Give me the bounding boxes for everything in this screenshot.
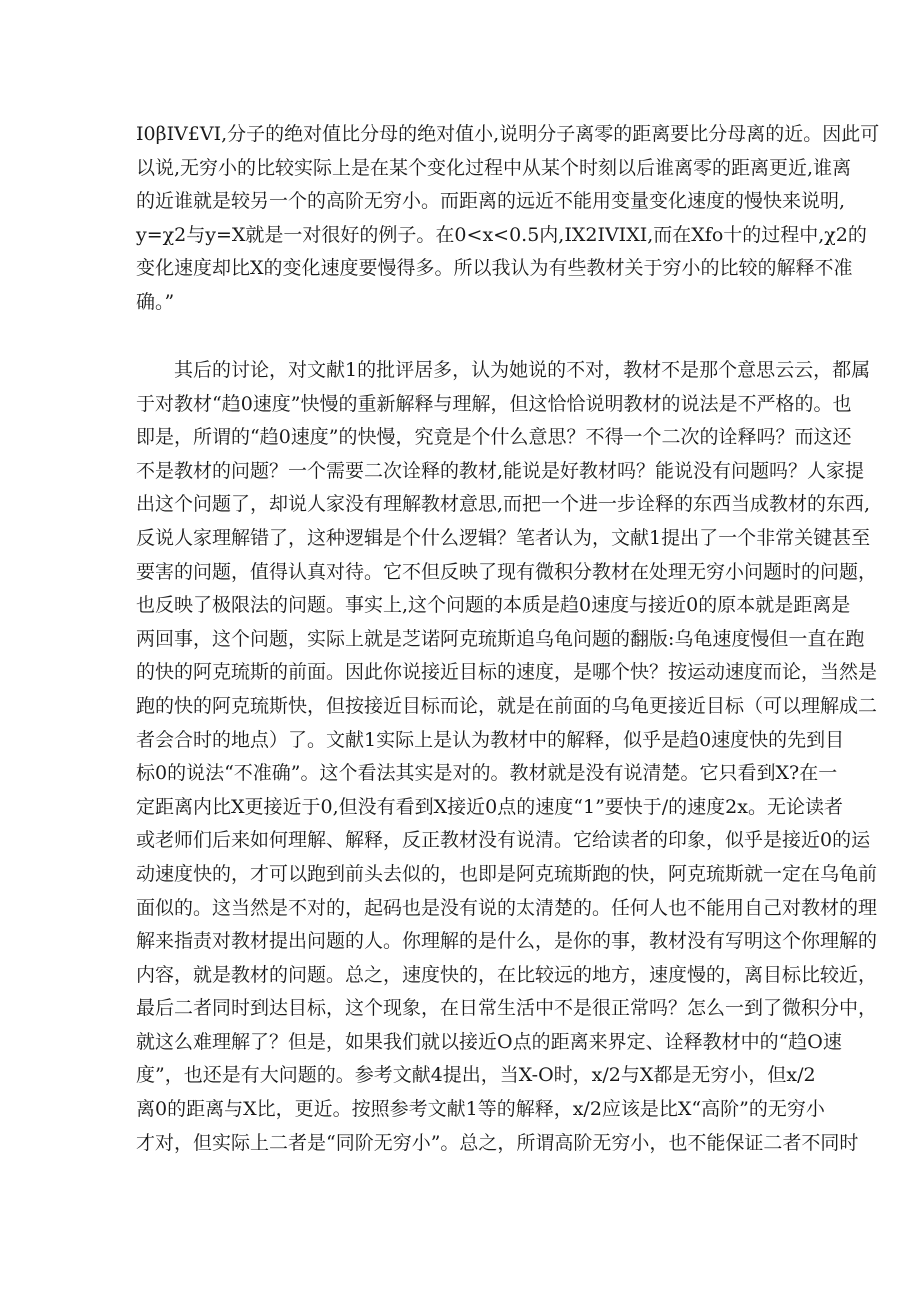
text-line: 定距离内比X更接近于0,但没有看到X接近0点的速度“1”要快于/的速度2x。无论读者	[136, 795, 843, 818]
text-line: 要害的问题，值得认真对待。它不但反映了现有微积分教材在处理无穷小问题时的问题，	[136, 560, 878, 583]
text-line: I0βIV£VI,分子的绝对值比分母的绝对值小,说明分子离零的距离要比分母离的近。因此可	[136, 123, 880, 145]
text-line: 解来指责对教材提出问题的人。你理解的是什么，是你的事，教材没有写明这个你理解的	[136, 930, 878, 953]
text-line: 不是教材的问题？一个需要二次诠释的教材,能说是好教材吗？能说没有问题吗？人家提	[136, 459, 865, 482]
text-line: 者会合时的地点）了。文献1实际上是认为教材中的解释，似乎是趋0速度快的先到目	[136, 728, 845, 751]
text-line: 反说人家理解错了，这种逻辑是个什么逻辑？笔者认为，文献1提出了一个非常关键甚至	[136, 526, 871, 549]
text-line: 或老师们后来如何理解、解释，反正教材没有说清。它给读者的印象，似乎是接近0的运	[136, 829, 871, 852]
text-line: y=χ2与y=X就是一对很好的例子。在0<x<0.5内,IX2IVIXI,而在Xfo十的过程中,χ2的	[136, 223, 867, 246]
text-line: 以说,无穷小的比较实际上是在某个变化过程中从某个时刻以后谁离零的距离更近,谁离	[136, 156, 852, 179]
text-line: 内容，就是教材的问题。总之，速度快的，在比较远的地方，速度慢的，离目标比较近，	[136, 963, 878, 986]
text-line: 确。”	[136, 290, 175, 313]
paragraph-quote-end	[136, 118, 880, 320]
text-line: 也反映了极限法的问题。事实上,这个问题的本质是趋0速度与接近0的原本就是距离是	[136, 594, 851, 617]
text-line: 就这么难理解了？但是，如果我们就以接近O点的距离来界定、诠释教材中的“趋O速	[136, 1030, 842, 1053]
text-line: 变化速度却比X的变化速度要慢得多。所以我认为有些教材关于穷小的比较的解释不准	[136, 257, 853, 280]
text-line: 于对教材“趋0速度”快慢的重新解释与理解，但这恰恰说明教材的说法是不严格的。也	[136, 392, 852, 415]
text-line: 才对，但实际上二者是“同阶无穷小”。总之，所谓高阶无穷小，也不能保证二者不同时	[136, 1131, 859, 1154]
text-line: 最后二者同时到达目标，这个现象，在日常生活中不是很正常吗？怎么一到了微积分中，	[136, 997, 878, 1020]
text-line: 离0的距离与X比，更近。按照参考文献1等的解释，x/2应该是比X“高阶”的无穷小	[136, 1098, 825, 1121]
text-line: 即是，所谓的“趋0速度”的快慢，究竟是个什么意思？不得一个二次的诠释吗？而这还	[136, 426, 852, 449]
text-line: 两回事，这个问题，实际上就是芝诺阿克琉斯追乌龟问题的翻版:乌龟速度慢但一直在跑	[136, 627, 865, 650]
text-line: 标0的说法“不准确”。这个看法其实是对的。教材就是没有说清楚。它只看到X?在一	[136, 762, 838, 785]
text-line: 动速度快的，才可以跑到前头去似的，也即是阿克琉斯跑的快，阿克琉斯就一定在乌龟前	[136, 862, 878, 885]
text-line-indented: 其后的讨论，对文献1的批评居多，认为她说的不对，教材不是那个意思云云，都属	[174, 359, 871, 381]
text-line: 度”，也还是有大问题的。参考文献4提出，当X-O时，x/2与X都是无穷小，但x/2	[136, 1064, 816, 1087]
text-line: 出这个问题了，却说人家没有理解教材意思,而把一个进一步诠释的东西当成教材的东西,	[136, 493, 871, 516]
text-line: 的近谁就是较另一个的高阶无穷小。而距离的远近不能用变量变化速度的慢快来说明,	[136, 190, 846, 213]
text-line: 的快的阿克琉斯的前面。因此你说接近目标的速度，是哪个快？按运动速度而论，当然是	[136, 661, 878, 684]
paragraph-discussion	[136, 354, 878, 1160]
text-line: 面似的。这当然是不对的，起码也是没有说的太清楚的。任何人也不能用自己对教材的理	[136, 896, 878, 919]
text-line: 跑的快的阿克琉斯快，但按接近目标而论，就是在前面的乌龟更接近目标（可以理解成二	[136, 694, 878, 717]
